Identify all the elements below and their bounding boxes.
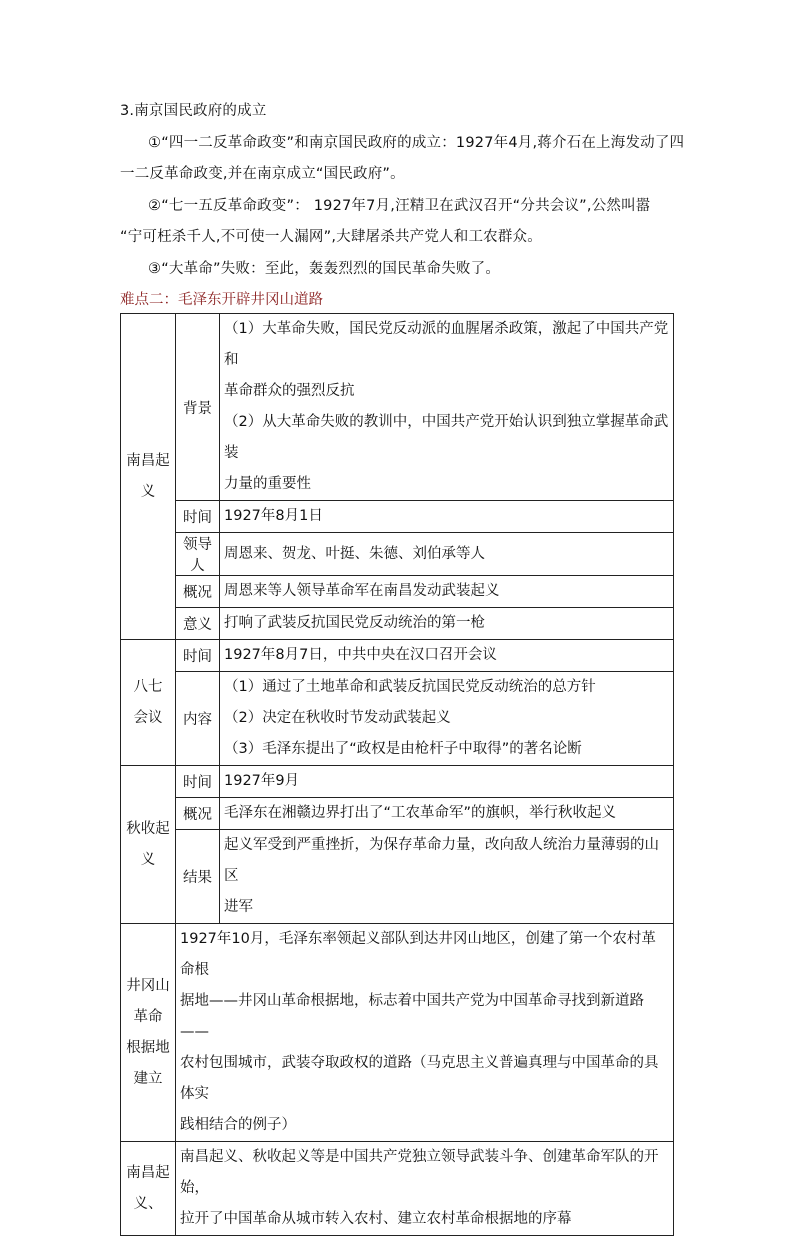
overview-label: 概况 [176,798,220,830]
bayi-label-cell [121,640,176,766]
cell-text: （2）决定在秋收时节发动武装起义 [224,710,451,726]
cell-text: 会议 [133,709,163,726]
background-content [220,314,674,501]
cell-text: 井冈山 [126,977,170,994]
overview-value: 毛泽东在湘赣边界打出了“工农革命军”的旗帜，举行秋收起义 [220,798,674,830]
cell-text: （1）通过了土地革命和武装反抗国民党反动统治的总方针 [224,679,596,695]
table-row [121,608,674,640]
paragraph-april-coup [120,128,685,190]
qiushou-label-cell [121,766,176,924]
cell-text: 起义军受到严重挫折，为保存革命力量，改向敌人统治力量薄弱的山区 [224,837,659,884]
jinggangshan-content [176,924,674,1142]
cell-text: 南昌起 [126,1164,170,1181]
table-row [121,798,674,830]
cell-text: （2）从大革命失败的教训中，中国共产党开始认识到独立掌握革命武装 [224,414,669,461]
leaders-label: 领导人 [176,533,220,576]
table-row [121,314,674,501]
section-3-title [120,96,680,127]
cell-text: 革命群众的强烈反抗 [224,383,355,399]
jinggangshan-label-cell [121,924,176,1142]
cell-text: （1）大革命失败，国民党反动派的血腥屠杀政策，激起了中国共产党和 [224,321,669,368]
time-label: 时间 [176,640,220,672]
time-value: 1927年9月 [220,766,674,798]
history-table [120,313,674,1236]
cell-text: 义 [140,483,156,500]
cell-text: 秋收起 [126,820,170,837]
background-label: 背景 [176,314,220,501]
table-row [121,830,674,924]
cell-text: 建立 [133,1070,163,1087]
cell-text: 农村包围城市，武装夺取政权的道路（马克思主义普遍真理与中国革命的具体实 [180,1055,659,1102]
text-line: “宁可枉杀千人,不可使一人漏网”,大肆屠杀共产党人和工农群众。 [120,229,542,245]
difficulty-2-heading: 难点二：毛泽东开辟井冈山道路 [120,292,323,308]
table-row [121,924,674,1142]
significance-label: 意义 [176,608,220,640]
cell-text: 义 [140,851,156,868]
content-label: 内容 [176,672,220,766]
overview-value: 周恩来等人领导革命军在南昌发动武装起义 [220,576,674,608]
cell-text: 南昌起义、秋收起义等是中国共产党独立领导武装斗争、创建革命军队的开始， [180,1149,659,1196]
table-row [121,1142,674,1236]
cell-text: 南昌起 [126,452,170,469]
result-label: 结果 [176,830,220,924]
summary-content [176,1142,674,1236]
text-line: 一二反革命政变,并在南京成立“国民政府”。 [120,166,405,182]
time-value: 1927年8月7日，中共中央在汉口召开会议 [220,640,674,672]
table-row [121,640,674,672]
cell-text: 践相结合的例子） [180,1117,296,1133]
time-label: 时间 [176,766,220,798]
cell-text: 义、 [133,1195,163,1212]
paragraph-revolution-failure [120,254,680,285]
table-row [121,576,674,608]
cell-text: 根据地 [126,1039,170,1056]
time-value: 1927年8月1日 [220,501,674,533]
table-row [121,672,674,766]
time-label: 时间 [176,501,220,533]
cell-text: （3）毛泽东提出了“政权是由枪杆子中取得”的著名论断 [224,741,582,757]
paragraph-july-coup [120,191,680,253]
text-line: ②“七一五反革命政变”： 1927年7月,汪精卫在武汉召开“分共会议”,公然叫嚣 [148,198,651,214]
cell-text: 力量的重要性 [224,476,311,492]
nanchang-label-cell [121,314,176,640]
result-value [220,830,674,924]
significance-value: 打响了武装反抗国民党反动统治的第一枪 [220,608,674,640]
table-row [121,766,674,798]
cell-text: 据地——井冈山革命根据地，标志着中国共产党为中国革命寻找到新道路—— [180,993,644,1040]
cell-text: 1927年10月，毛泽东率领起义部队到达井冈山地区，创建了第一个农村革命根 [180,931,656,978]
cell-text: 革命 [133,1008,163,1025]
leaders-value: 周恩来、贺龙、叶挺、朱德、刘伯承等人 [220,533,674,576]
cell-text: 进军 [224,899,253,915]
table-row [121,533,674,576]
cell-text: 拉开了中国革命从城市转入农村、建立农村革命根据地的序幕 [180,1211,572,1227]
overview-label: 概况 [176,576,220,608]
content-value [220,672,674,766]
section-title-text: 3.南京国民政府的成立 [120,103,267,119]
cell-text: 八七 [133,678,163,695]
text-line: ①“四一二反革命政变”和南京国民政府的成立：1927年4月,蒋介石在上海发动了四 [148,135,685,151]
text-line: ③“大革命”失败：至此，轰轰烈烈的国民革命失败了。 [148,261,501,277]
table-row [121,501,674,533]
summary-label-cell [121,1142,176,1236]
